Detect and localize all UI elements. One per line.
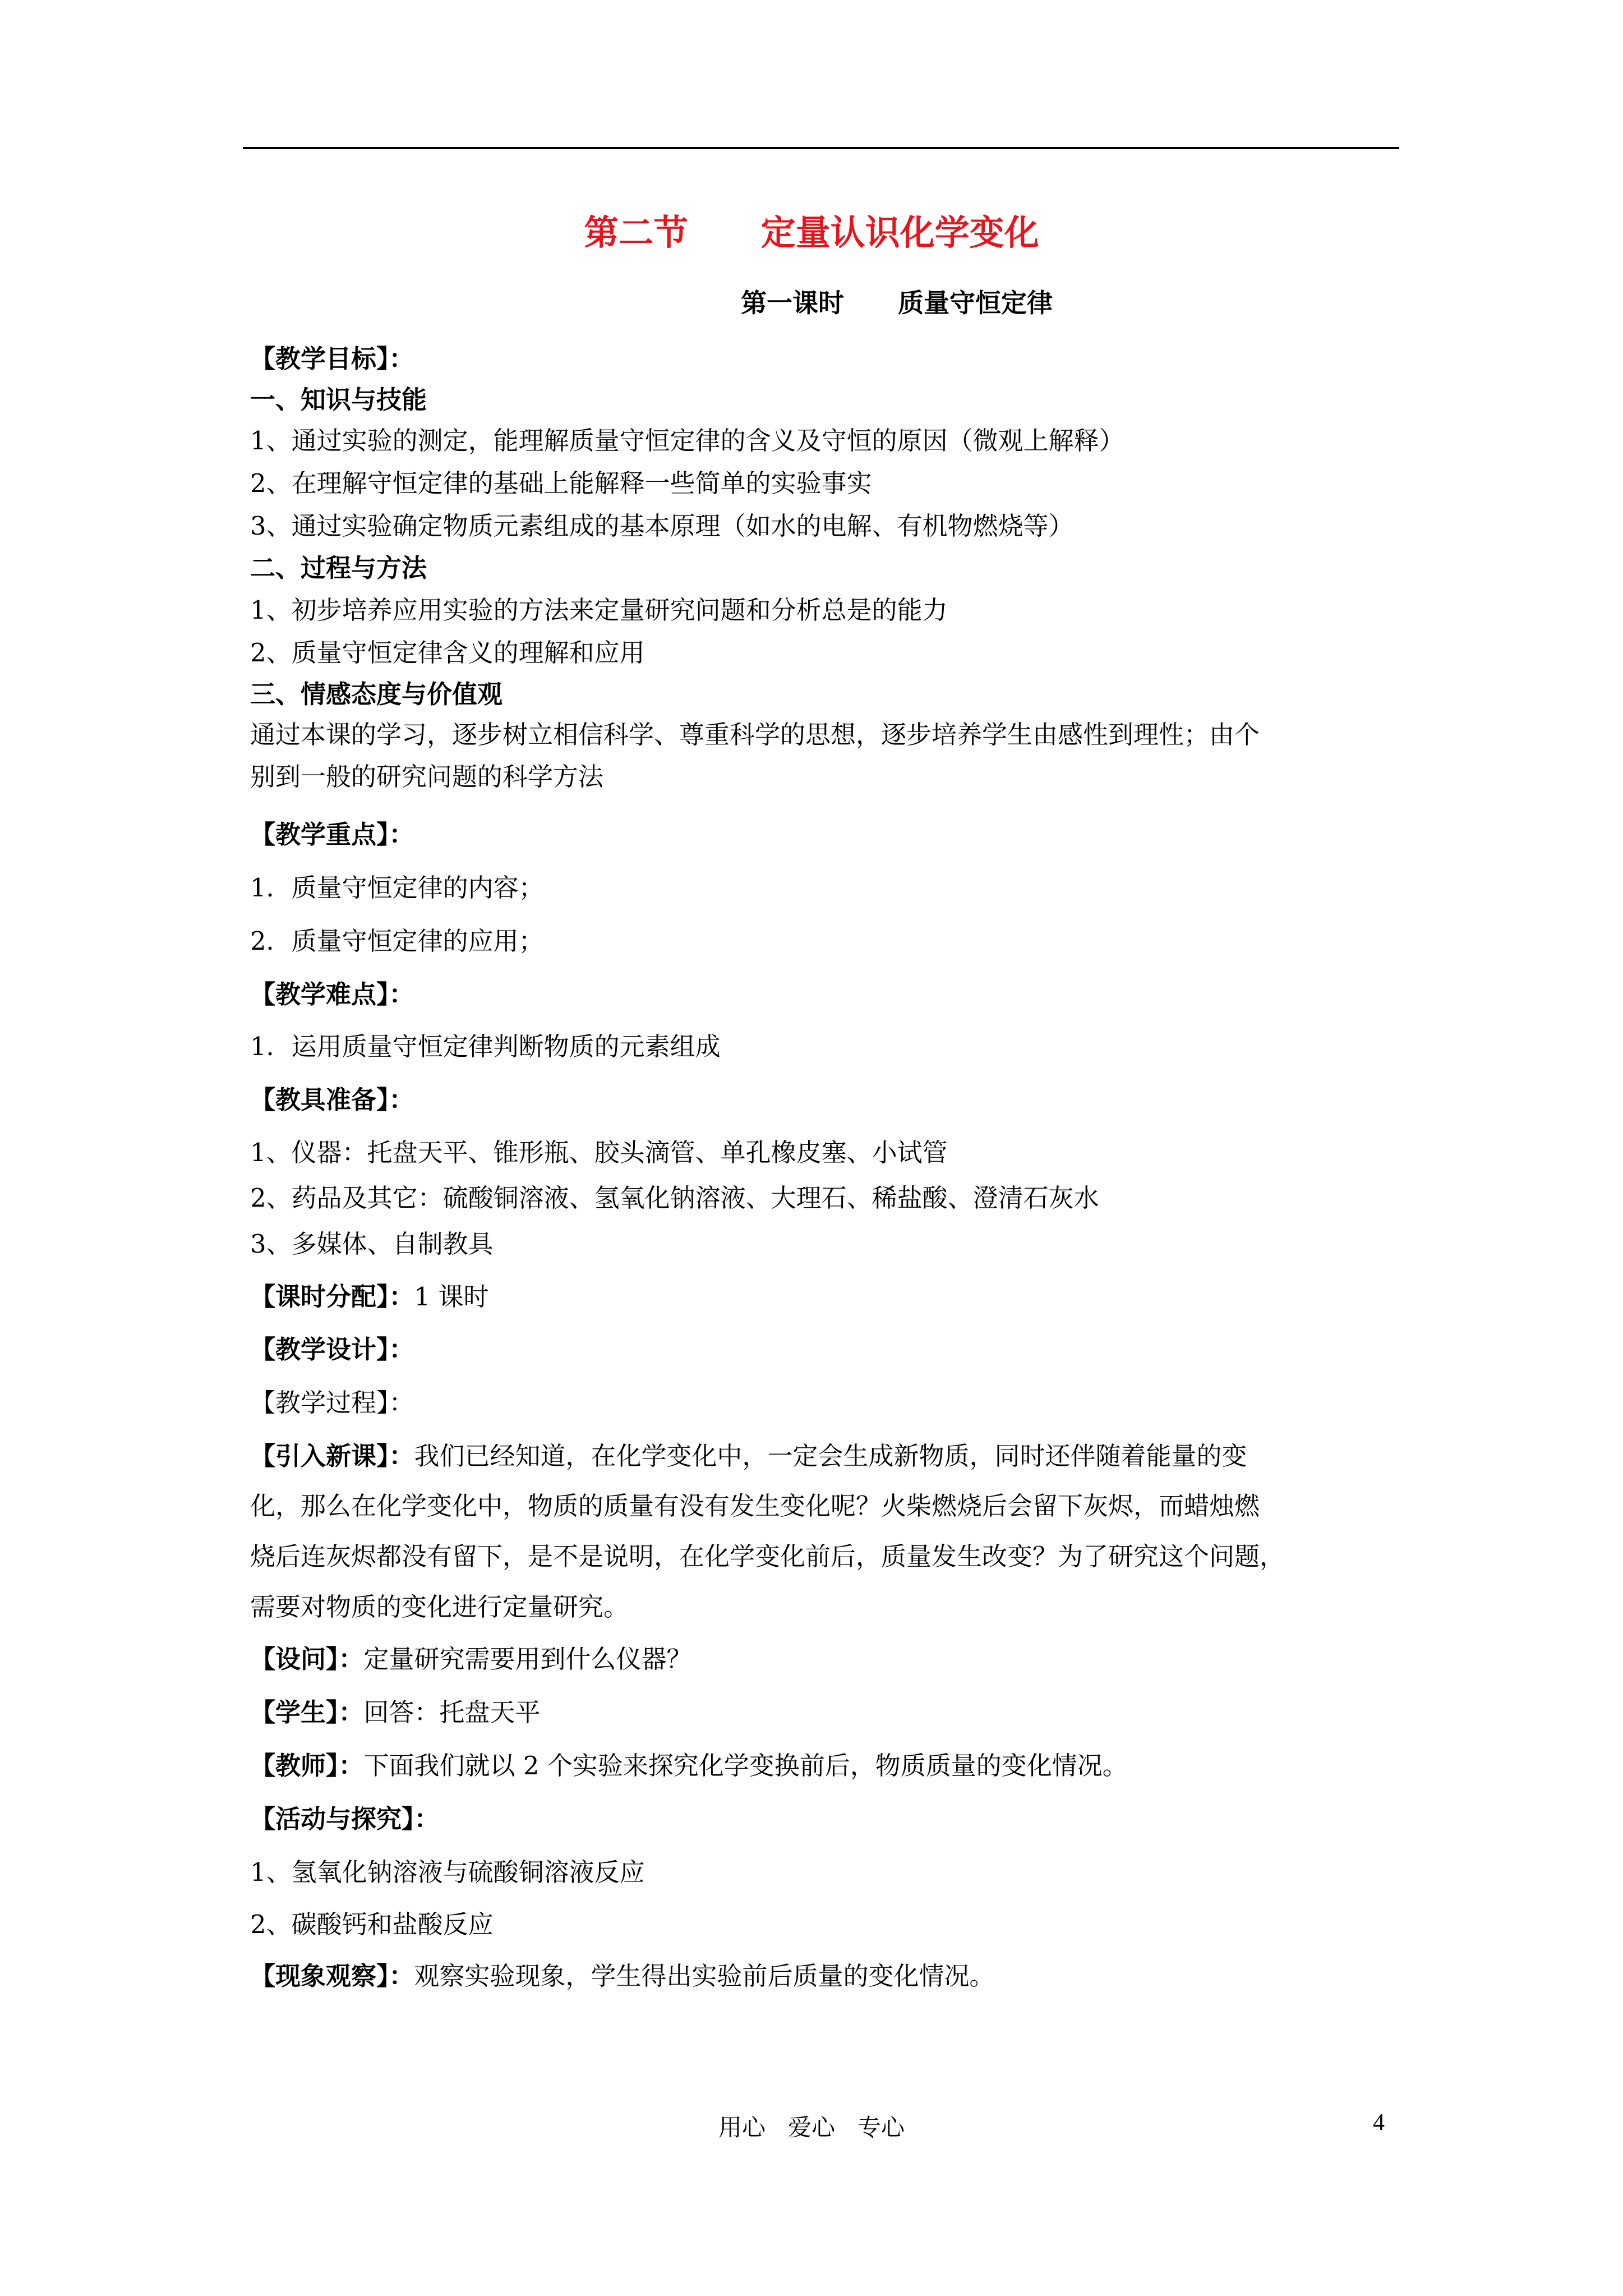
line-text: 通过本课的学习，逐步树立相信科学、尊重科学的思想，逐步培养学生由感性到理性；由个 bbox=[250, 720, 1260, 749]
line-text: 化，那么在化学变化中，物质的质量有没有发生变化呢？火柴燃烧后会留下灰烬，而蜡烛燃 bbox=[250, 1491, 1260, 1521]
text-line bbox=[250, 1228, 494, 1260]
line-text: 下面我们就以 2 个实验来探究化学变换前后，物质质量的变化情况。 bbox=[363, 1751, 1128, 1780]
line-text: 1、通过实验的测定，能理解质量守恒定律的含义及守恒的原因（微观上解释） bbox=[250, 426, 1124, 455]
text-line bbox=[250, 425, 1124, 457]
text-line bbox=[250, 1031, 721, 1062]
line-text: 回答：托盘天平 bbox=[363, 1697, 541, 1727]
line-label: 【现象观察】： bbox=[250, 1961, 414, 1991]
text-line bbox=[250, 761, 603, 793]
text-line bbox=[250, 1857, 645, 1888]
line-text: 1 课时 bbox=[414, 1282, 489, 1312]
line-text: 1、初步培养应用实验的方法来定量研究问题和分析总是的能力 bbox=[250, 595, 948, 625]
text-line bbox=[250, 1137, 948, 1168]
text-line bbox=[250, 926, 544, 957]
text-line bbox=[250, 679, 502, 710]
line-label: 【教具准备】： bbox=[250, 1085, 414, 1115]
line-label: 三、情感态度与价值观 bbox=[250, 679, 503, 709]
text-line bbox=[250, 1182, 1099, 1214]
line-label: 【课时分配】： bbox=[250, 1282, 414, 1312]
text-line bbox=[250, 1909, 494, 1940]
text-line bbox=[250, 595, 948, 626]
text-line bbox=[250, 1490, 1260, 1522]
line-text: 需要对物质的变化进行定量研究。 bbox=[250, 1592, 629, 1622]
line-label: 【教学重点】： bbox=[250, 820, 414, 849]
text-line bbox=[250, 1084, 414, 1116]
line-label: 【教师】： bbox=[250, 1751, 364, 1780]
line-label: 一、知识与技能 bbox=[250, 385, 427, 415]
text-line bbox=[250, 1591, 629, 1623]
line-text: 2、碳酸钙和盐酸反应 bbox=[250, 1910, 494, 1939]
text-line bbox=[250, 510, 1074, 542]
line-text: 2、在理解守恒定律的基础上能解释一些简单的实验事实 bbox=[250, 468, 872, 498]
text-line bbox=[250, 1750, 1128, 1782]
text-line bbox=[250, 1441, 1247, 1472]
text-line bbox=[250, 1803, 440, 1835]
footer-motto: 用心 爱心 专心 bbox=[718, 2114, 905, 2141]
line-label: 【设问】： bbox=[250, 1644, 364, 1674]
line-label: 【学生】： bbox=[250, 1697, 364, 1727]
page-number: 4 bbox=[1373, 2110, 1385, 2136]
lesson-subtitle: 第一课时 质量守恒定律 bbox=[740, 288, 1053, 318]
line-text: 别到一般的研究问题的科学方法 bbox=[250, 762, 604, 792]
line-text: 1．运用质量守恒定律判断物质的元素组成 bbox=[250, 1032, 721, 1061]
text-line bbox=[250, 343, 414, 375]
line-text: 定量研究需要用到什么仪器？ bbox=[363, 1644, 692, 1674]
line-text: 2、质量守恒定律含义的理解和应用 bbox=[250, 638, 645, 668]
line-text: 【教学过程】： bbox=[250, 1388, 414, 1418]
text-line bbox=[250, 1697, 541, 1728]
text-line bbox=[250, 637, 645, 669]
text-line bbox=[250, 819, 414, 850]
text-line bbox=[250, 1961, 995, 1992]
line-text: 1、氢氧化钠溶液与硫酸铜溶液反应 bbox=[250, 1857, 645, 1887]
line-text: 1．质量守恒定律的内容； bbox=[250, 873, 544, 903]
text-line bbox=[250, 979, 414, 1010]
section-title: 第二节 定量认识化学变化 bbox=[584, 212, 1039, 253]
line-label: 【教学设计】： bbox=[250, 1335, 414, 1364]
line-text: 3、多媒体、自制教具 bbox=[250, 1229, 494, 1259]
text-line bbox=[250, 1644, 692, 1675]
header-rule bbox=[243, 147, 1399, 149]
line-label: 【教学目标】： bbox=[250, 344, 414, 374]
text-line bbox=[250, 468, 872, 499]
text-line bbox=[250, 1541, 1285, 1572]
text-line bbox=[250, 872, 544, 904]
line-label: 【引入新课】： bbox=[250, 1441, 414, 1471]
line-text: 1、仪器：托盘天平、锥形瓶、胶头滴管、单孔橡皮塞、小试管 bbox=[250, 1138, 948, 1167]
line-label: 【教学难点】： bbox=[250, 979, 414, 1009]
text-line bbox=[250, 1334, 414, 1365]
text-line bbox=[250, 1387, 414, 1419]
line-label: 二、过程与方法 bbox=[250, 553, 427, 583]
line-text: 我们已经知道，在化学变化中，一定会生成新物质，同时还伴随着能量的变 bbox=[414, 1441, 1247, 1471]
text-line bbox=[250, 384, 427, 416]
line-text: 观察实验现象，学生得出实验前后质量的变化情况。 bbox=[414, 1961, 995, 1991]
line-text: 2．质量守恒定律的应用； bbox=[250, 926, 544, 956]
line-text: 2、药品及其它：硫酸铜溶液、氢氧化钠溶液、大理石、稀盐酸、澄清石灰水 bbox=[250, 1183, 1099, 1213]
line-label: 【活动与探究】： bbox=[250, 1804, 440, 1834]
text-line bbox=[250, 553, 427, 584]
line-text: 3、通过实验确定物质元素组成的基本原理（如水的电解、有机物燃烧等） bbox=[250, 511, 1074, 541]
text-line bbox=[250, 1281, 488, 1313]
line-text: 烧后连灰烬都没有留下，是不是说明，在化学变化前后，质量发生改变？为了研究这个问题， bbox=[250, 1542, 1285, 1571]
text-line bbox=[250, 719, 1260, 751]
